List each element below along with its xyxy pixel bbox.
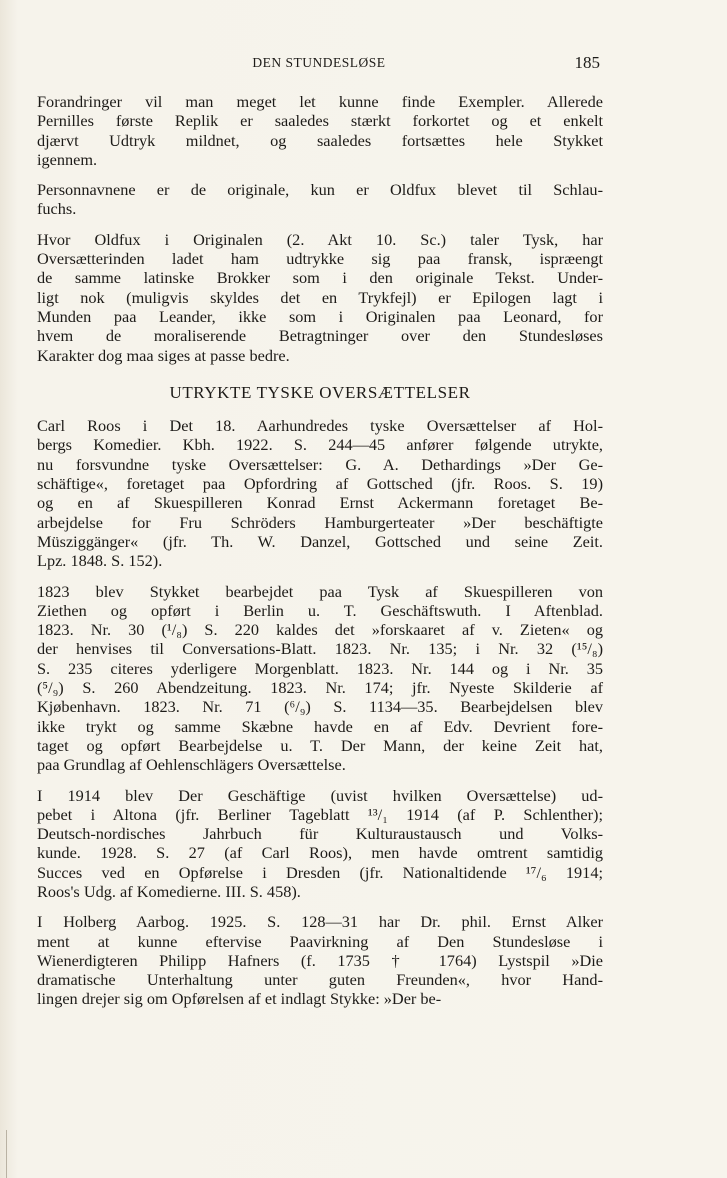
intro-paragraphs (37, 92, 603, 365)
text-line: (⁵/₉) S. 260 Abendzeitung. 1823. Nr. 174; jfr. Nyeste Skilderie af (37, 678, 603, 698)
text-line: lingen drejer sig om Opførelsen af et indlagt Stykke: »Der be- (37, 989, 442, 1009)
text-line: Forandringer vil man meget let kunne finde Exempler. Allerede (37, 92, 603, 111)
text-line: I 1914 blev Der Geschäftige (uvist hvilken Oversættelse) ud- (37, 785, 603, 805)
text-line: Karakter dog maa siges at passe bedre. (37, 345, 290, 365)
text-line: taget og opført Bearbejdelse u. T. Der Mann, der keine Zeit hat, (37, 735, 603, 755)
text-line: Personnavnene er de originale, kun er Oldfux blevet til Schlau- (37, 180, 603, 200)
text-line: kunde. 1928. S. 27 (af Carl Roos), men havde omtrent samtidig (37, 843, 603, 863)
text-line: 1823. Nr. 30 (¹/₈) S. 220 kaldes det »forskaaret af v. Zieten« og (37, 620, 603, 640)
text-line: ligt nok (muligvis skyldes det en Trykfejl) er Epilogen lagt i (37, 287, 603, 307)
text-line: Ziethen og opført i Berlin u. T. Geschäftswuth. I Aftenblad. (37, 600, 603, 620)
text-line: Pernilles første Replik er saaledes stærkt forkortet og et enkelt (37, 111, 603, 131)
text-line: 1823 blev Stykket bearbejdet paa Tysk af Skuespilleren von (37, 581, 603, 601)
paragraph (37, 230, 603, 365)
paragraph (37, 786, 603, 902)
text-line: S. 235 citeres yderligere Morgenblatt. 1823. Nr. 144 og i Nr. 35 (37, 658, 603, 678)
text-line: der henvises til Conversations-Blatt. 1823. Nr. 135; i Nr. 32 (¹⁵/₈) (37, 639, 603, 659)
paragraph (37, 912, 603, 1008)
text-line: schäftige«, foretaget paa Opfordring af Gottsched (jfr. Roos. S. 19) (37, 474, 603, 494)
running-title: DEN STUNDESLØSE (252, 55, 386, 70)
paragraph (37, 180, 603, 219)
text-line: Kjøbenhavn. 1823. Nr. 71 (⁶/₉) S. 1134—35. Bearbejdelsen blev (37, 697, 603, 717)
text-line: fuchs. (37, 199, 77, 219)
text-line: Roos's Udg. af Komedierne. III. S. 458). (37, 881, 301, 901)
text-line: de samme latinske Brokker som i den originale Tekst. Under- (37, 268, 603, 288)
text-line: arbejdelse for Fru Schröders Hamburgerteater »Der beschäftigte (37, 512, 603, 532)
text-line: djærvt Udtryk mildnet, og saaledes fortsættes hele Stykket (37, 130, 603, 150)
text-line: Oversætterinden ladet ham udtrykke sig paa fransk, ispræengt (37, 249, 603, 269)
text-line: ment at kunne eftervise Paavirkning af Den Stundesløse i (37, 931, 603, 951)
section-paragraphs (37, 416, 603, 1009)
text-line: Lpz. 1848. S. 152). (37, 551, 163, 571)
section-heading: UTRYKTE TYSKE OVERSÆTTELSER (169, 382, 471, 402)
text-line: Carl Roos i Det 18. Aarhundredes tyske Oversættelser af Hol- (37, 416, 603, 436)
paragraph (37, 92, 603, 169)
text-line: nu forsvundne tyske Oversættelser: G. A. Dethardings »Der Ge- (37, 454, 603, 474)
text-line: Succes ved en Opførelse i Dresden (jfr. Nationaltidende ¹⁷/₆ 1914; (37, 862, 603, 882)
text-line: dramatische Unterhaltung unter guten Freunden«, hvor Hand- (37, 970, 603, 990)
text-line: igennem. (37, 149, 98, 169)
text-line: bergs Komedier. Kbh. 1922. S. 244—45 anfører følgende utrykte, (37, 435, 603, 455)
page-number: 185 (574, 53, 600, 72)
text-line: I Holberg Aarbog. 1925. S. 128—31 har Dr. phil. Ernst Alker (37, 912, 603, 932)
text-line: hvem de moraliserende Betragtninger over den Stundesløses (37, 326, 603, 346)
page-body (37, 92, 603, 1020)
binding-gutter-line (6, 1130, 7, 1178)
text-line: Müsziggänger« (jfr. Th. W. Danzel, Gottsched und seine Zeit. (37, 531, 603, 551)
text-line: pebet i Altona (jfr. Berliner Tageblatt ¹³/₁ 1914 (af P. Schlenther); (37, 804, 603, 824)
text-line: Hvor Oldfux i Originalen (2. Akt 10. Sc.) taler Tysk, har (37, 229, 603, 249)
text-line: Wienerdigteren Philipp Hafners (f. 1735 † 1764) Lystspil »Die (37, 950, 603, 970)
text-line: paa Grundlag af Oehlenschlägers Oversættelse. (37, 755, 346, 775)
text-line: Munden paa Leander, ikke som i Originalen paa Leonard, for (37, 306, 603, 326)
text-line: ikke trykt og samme Skæbne havde en af Edv. Devrient fore- (37, 716, 603, 736)
paragraph (37, 416, 603, 570)
text-line: Deutsch-nordisches Jahrbuch für Kulturaustausch und Volks- (37, 824, 603, 844)
text-line: og en af Skuespilleren Konrad Ernst Ackermann foretaget Be- (37, 493, 603, 513)
page-header (36, 53, 602, 75)
paragraph (37, 582, 603, 775)
